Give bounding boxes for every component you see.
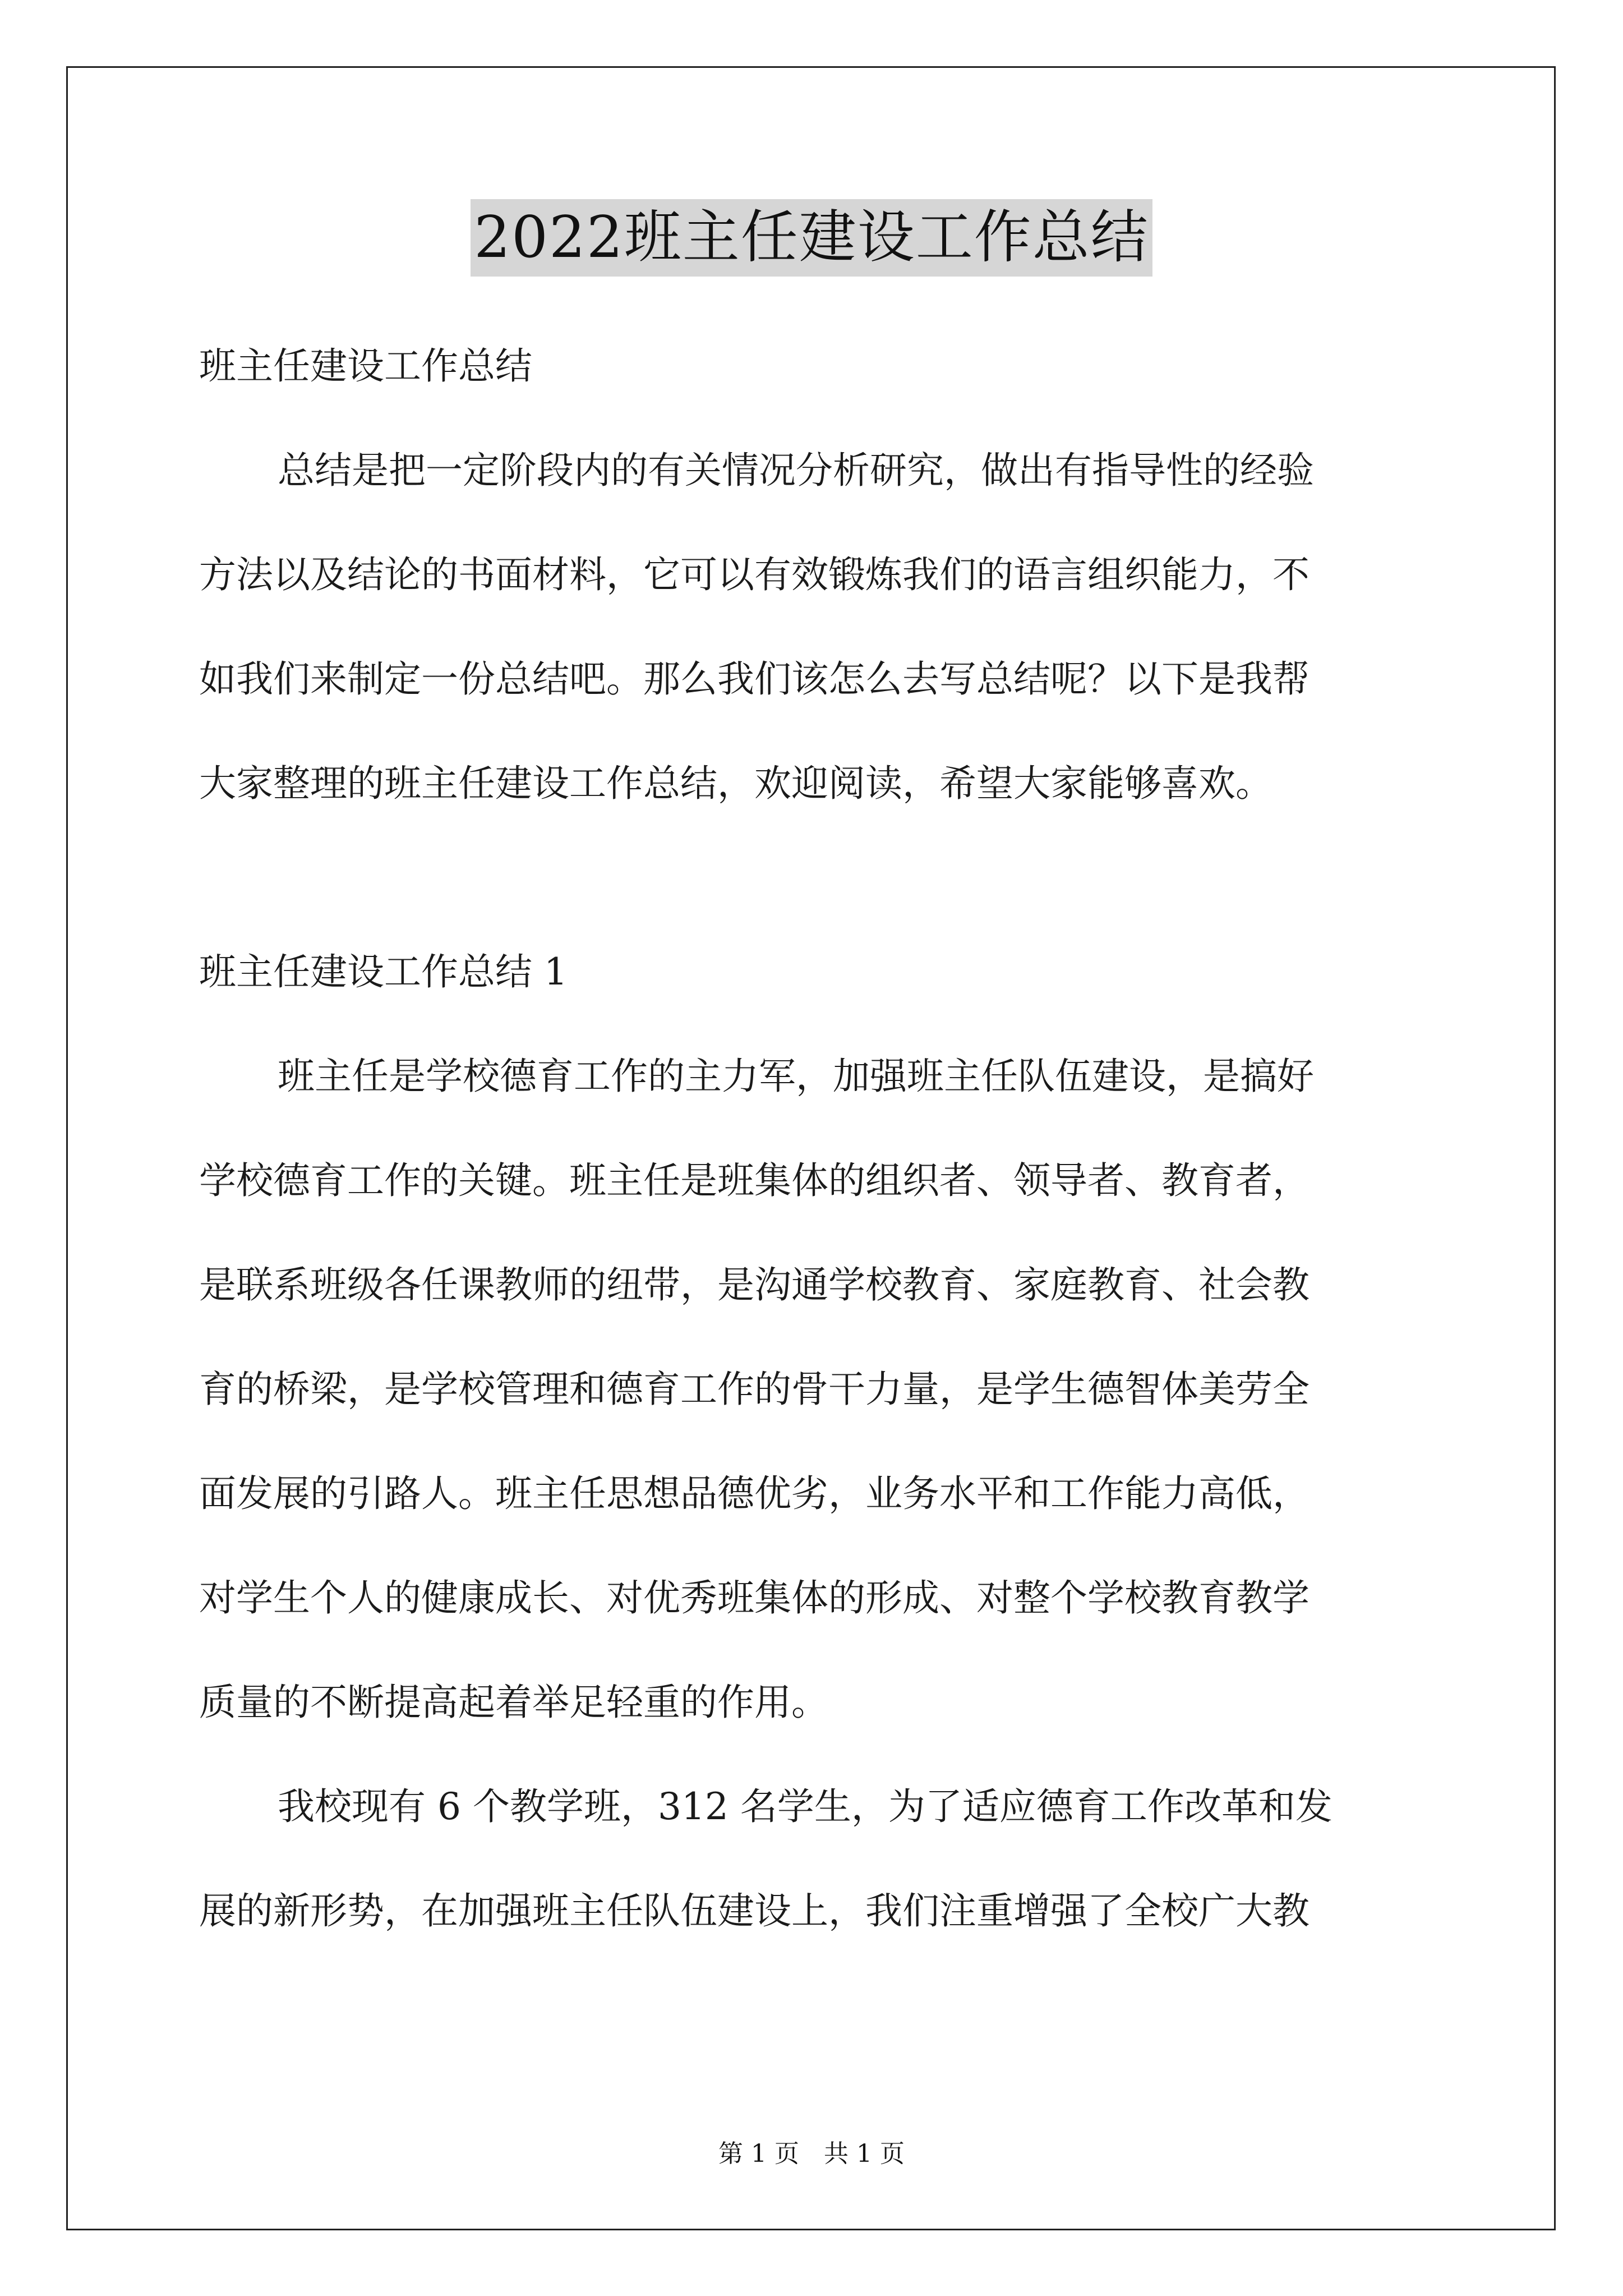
intro-paragraph [199, 418, 1433, 836]
page-number: 第 1 页 [718, 2139, 799, 2168]
title-container [0, 199, 1623, 277]
subtitle: 班主任建设工作总结 [199, 344, 532, 388]
document-title: 2022班主任建设工作总结 [471, 199, 1152, 277]
paragraph-line: 总结是把一定阶段内的有关情况分析研究，做出有指导性的经验 [278, 449, 1314, 492]
paragraph-line: 育的桥梁，是学校管理和德育工作的骨干力量，是学生德智体美劳全 [199, 1368, 1310, 1411]
page-total: 共 1 页 [824, 2139, 905, 2168]
paragraph-line: 学校德育工作的关键。班主任是班集体的组织者、领导者、教育者， [199, 1159, 1310, 1202]
section-heading: 班主任建设工作总结 1 [199, 950, 568, 993]
paragraph-1 [199, 1024, 1433, 1755]
paragraph-line: 面发展的引路人。班主任思想品德优劣，业务水平和工作能力高低， [199, 1472, 1310, 1515]
paragraph-line: 班主任是学校德育工作的主力军，加强班主任队伍建设，是搞好 [278, 1055, 1314, 1098]
paragraph-line: 是联系班级各任课教师的纽带，是沟通学校教育、家庭教育、社会教 [199, 1263, 1310, 1306]
paragraph-line: 大家整理的班主任建设工作总结，欢迎阅读，希望大家能够喜欢。 [199, 762, 1272, 805]
page-footer [0, 2137, 1623, 2171]
paragraph-line: 如我们来制定一份总结吧。那么我们该怎么去写总结呢？以下是我帮 [199, 657, 1310, 701]
paragraph-line: 展的新形势，在加强班主任队伍建设上，我们注重增强了全校广大教 [199, 1889, 1310, 1932]
paragraph-line: 对学生个人的健康成长、对优秀班集体的形成、对整个学校教育教学 [199, 1576, 1310, 1619]
paragraph-2 [199, 1755, 1433, 1963]
paragraph-line: 质量的不断提高起着举足轻重的作用。 [199, 1681, 828, 1724]
document-body [199, 314, 1433, 1963]
paragraph-line: 方法以及结论的书面材料，它可以有效锻炼我们的语言组织能力，不 [199, 553, 1310, 596]
section-spacer [199, 836, 1433, 920]
paragraph-line: 我校现有 6 个教学班，312 名学生，为了适应德育工作改革和发 [278, 1785, 1332, 1828]
